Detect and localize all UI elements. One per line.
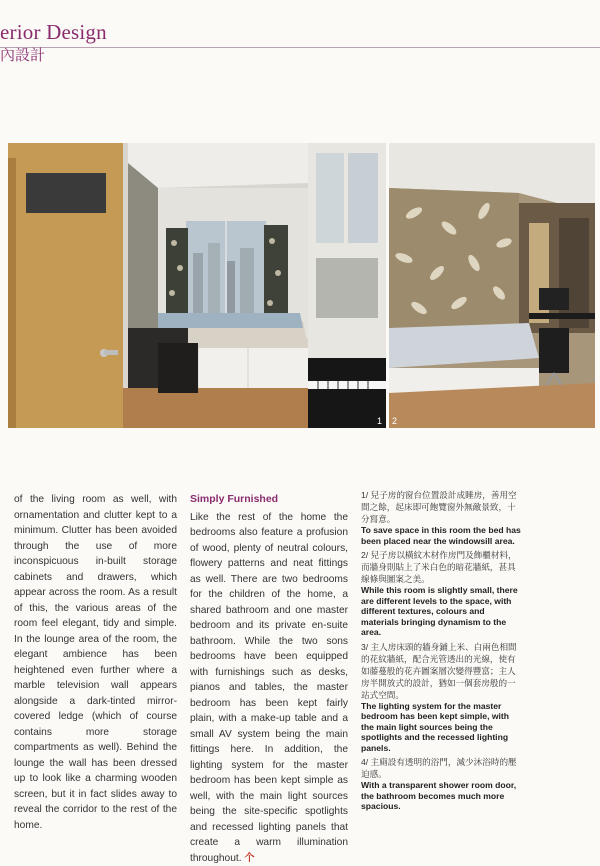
body-paragraph: of the living room as well, with ornamentation and clutter kept to a minimum. Clutter has been avoided through the use of more inconspicuous in-built storage cabinets and drawers, which appear across the room. As a result of this, the various areas of the room feel elegant, tidy and simple. In the lounge area of the room, the elegant ambience has been heightened even further where a marble television wall appears alongside a dark-tinted mirror-covered ledge (which of course contains more storage compartments as well). Behind the lounge the wall has been dressed up to look like a charming wooden screen, but it in fact slides away to reveal the corridor to the rest of the home. [14,492,177,833]
caption-en: To save space in this room the bed has been placed near the windowsill area. [361,525,523,546]
page-header [0,0,600,70]
end-mark: 个 [244,853,254,864]
photo-number: 2 [392,416,397,426]
body-text: Like the rest of the home the bedrooms also feature a profusion of wood, plenty of neutral colours, flowery patterns and neat fittings as well. There are two bedrooms for the children of the home, a shared bathroom and one master bedroom and its private en-suite bathroom. While the two sons bedrooms have been equipped with furnishings such as desks, pianos and tables, the master bedroom has been kept fairly plain, with a make-up table and a small AV system being the main fittings here. In addition, the lighting system for the master bedroom has been kept simple as well, with the main light sources being the site-specific spotlights and recessed lighting panels that create a warm illumination throughout. [190,512,348,864]
caption-zh: 2/ 兒子房以橫紋木材作房門及飾櫃材料，而牆身則貼上了米白色的暗花牆紙，甚具線條與圖案之美。 [361,549,523,585]
photo-bedroom-wallpaper-image [389,143,595,428]
header-rule [0,47,600,48]
caption-en: With a transparent shower room door, the bathroom becomes much more spacious. [361,780,523,812]
caption-en: The lighting system for the master bedroom has been kept simple, with the main light sources being the spotlights and the recessed lighting panels. [361,701,523,754]
photo-bedroom-window [8,143,386,428]
caption-zh: 4/ 主廁設有透明的浴門，減少沐浴時的壓迫感。 [361,756,523,780]
caption-zh: 3/ 主人房床頭的牆身鋪上米、白兩色相間的花紋牆紙，配合光管透出的光線，使有如藤蔓般的花卉圖案層次變得豐富；主人房半開放式的設計，猶如一個套房般的一站式空間。 [361,641,523,701]
photo-bedroom-window-image [8,143,386,428]
photo-bedroom-wallpaper [389,143,595,428]
caption-en: While this room is slightly small, there are different levels to the space, with different textures, colours and materials bringing dynamism to the area. [361,585,523,638]
photo-number: 1 [377,416,382,426]
text-column-2 [190,492,348,866]
body-paragraph [190,510,348,866]
section-title: erior Design [0,20,107,45]
text-column-1 [14,492,177,833]
section-subtitle: 內設計 [0,44,45,65]
subheading: Simply Furnished [190,492,348,508]
caption-zh: 1/ 兒子房的窗台位置設計成睡房，善用空間之餘，起床即可飽覽窗外無敵景致，十分寫意。 [361,489,523,525]
captions-column [361,489,523,815]
